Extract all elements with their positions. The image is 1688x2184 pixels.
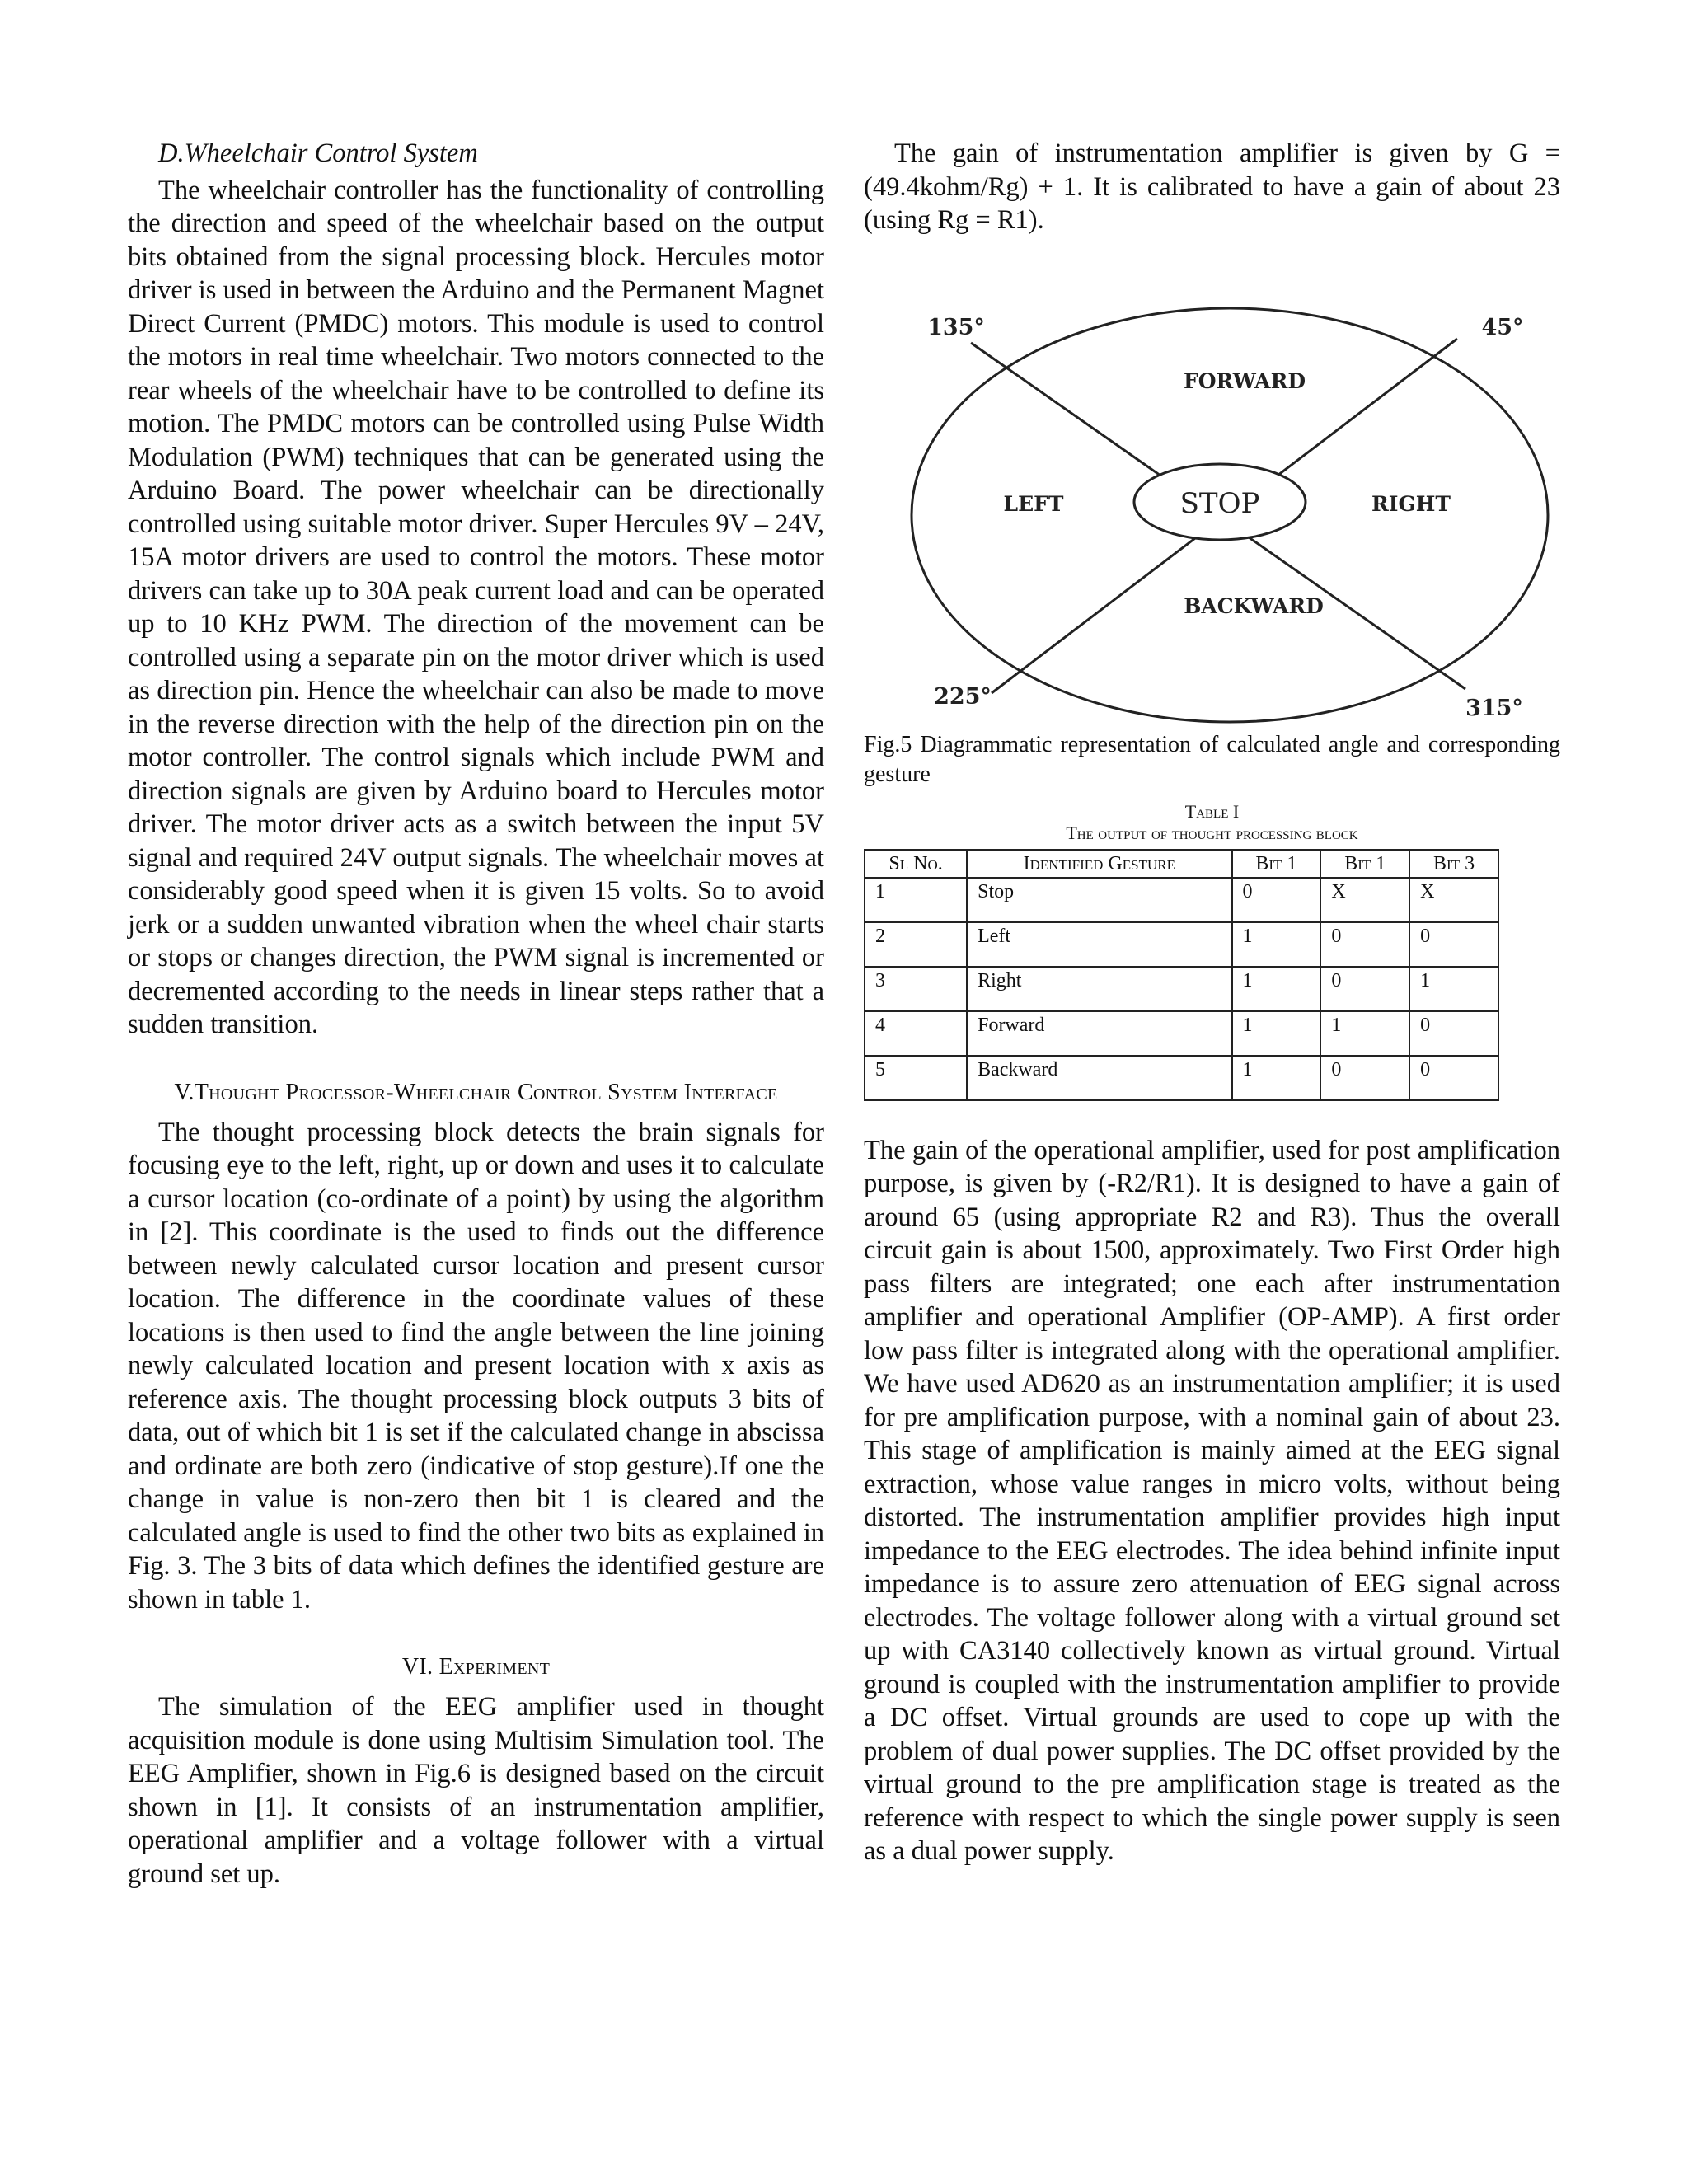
table-row [865, 1011, 1498, 1056]
table-row [865, 967, 1498, 1011]
cell-bit2: 0 [1320, 922, 1409, 967]
header-bit-3: Bit 3 [1409, 850, 1498, 878]
label-forward: FORWARD [1183, 368, 1306, 393]
table-row [865, 922, 1498, 967]
cell-bit1: 1 [1232, 922, 1321, 967]
label-angle-135: 135° [927, 314, 985, 340]
gesture-output-table [864, 849, 1499, 1101]
header-identified-gesture: Identified Gesture [967, 850, 1231, 878]
cell-bit2: 0 [1320, 967, 1409, 1011]
cell-bit3: X [1409, 878, 1498, 922]
cell-bit2: 0 [1320, 1056, 1409, 1100]
label-left: LEFT [1003, 491, 1064, 516]
paragraph-thought-processing: The thought processing block detects the brain signals for focusing eye to the left, right, up or down and uses it to calculate a cursor location (co-ordinate of a point) by using the algorithm in [2]. This coordinate is the used to finds out the difference between newly calculated cursor location and present cursor location. The difference in the coordinate values of these locations is then used to find the angle between the line joining newly calculated location and present location with x axis as reference axis. The thought processing block outputs 3 bits of data, out of which bit 1 is set if the calculated change in abscissa and ordinate are both zero (indicative of stop gesture).If one the change in value is non-zero then bit 1 is cleared and the calculated angle is used to find the other two bits as explained in Fig. 3. The 3 bits of data which defines the identified gesture are shown in table 1. [128, 1117, 824, 1615]
paragraph-wheelchair-controller: The wheelchair controller has the functionality of controlling the direction and speed of the wheelchair based on the output bits obtained from the signal processing block. Hercules motor driver is used in between the Arduino and the Permanent Magnet Direct Current (PMDC) motors. This module is used to control the motors in real time wheelchair. Two motors connected to the rear wheels of the wheelchair have to be controlled to define its motion. The PMDC motors can be controlled using Pulse Width Modulation (PWM) techniques that can be generated using the Arduino Board. The power wheelchair can be directionally controlled using suitable motor driver. Super Hercules 9V – 24V, 15A motor drivers are used to control the motors. These motor drivers can take up to 30A peak current load and can be operated up to 10 KHz PWM. The direction of the movement can be controlled using a separate pin on the motor driver which is used as direction pin. Hence the wheelchair can also be made to move in the reverse direction with the help of the direction pin on the motor controller. The control signals which include PWM and direction signals are given by Arduino board to Hercules motor driver. The motor driver acts as a switch between the input 5V signal and required 24V output signals. The wheelchair moves at considerably good speed when it is given 15 volts. So to avoid jerk or a sudden unwanted vibration when the wheel chair starts or stops or changes direction, the PWM signal is incremented or decremented according to the needs in linear steps rather that a sudden transition. [128, 175, 824, 1039]
label-angle-45: 45° [1481, 314, 1524, 340]
right-column [864, 137, 1560, 1868]
label-stop: STOP [1179, 486, 1260, 520]
cell-sl: 1 [865, 878, 967, 922]
label-backward: BACKWARD [1184, 593, 1324, 618]
cell-gesture: Forward [967, 1011, 1231, 1056]
cell-bit1: 0 [1232, 878, 1321, 922]
cell-bit1: 1 [1232, 967, 1321, 1011]
label-angle-225: 225° [934, 683, 992, 710]
cell-sl: 3 [865, 967, 967, 1011]
figure-caption: Fig.5 Diagrammatic representation of calculated angle and corresponding gesture [864, 731, 1560, 787]
cell-sl: 4 [865, 1011, 967, 1056]
table-title: The output of thought processing block [1066, 822, 1358, 843]
cell-bit3: 0 [1409, 1056, 1498, 1100]
label-right: RIGHT [1371, 491, 1451, 516]
cell-bit1: 1 [1232, 1011, 1321, 1056]
paragraph-instrumentation-gain: The gain of instrumentation amplifier is given by G = (49.4kohm/Rg) + 1. It is calibrated to have a gain of about 23 (using Rg = R1). [864, 138, 1560, 235]
cell-bit3: 0 [1409, 1011, 1498, 1056]
cell-gesture: Stop [967, 878, 1231, 922]
section-title-experiment: VI. Experiment [401, 1654, 551, 1680]
cell-gesture: Right [967, 967, 1231, 1011]
header-bit-1: Bit 1 [1232, 850, 1321, 878]
gesture-angle-diagram [889, 293, 1556, 724]
cell-sl: 5 [865, 1056, 967, 1100]
table-header-row [865, 850, 1498, 878]
gesture-diagram-svg [889, 293, 1556, 724]
cell-bit3: 1 [1409, 967, 1498, 1011]
label-angle-315: 315° [1465, 695, 1523, 721]
subsection-title-wheelchair-control: D.Wheelchair Control System [158, 138, 478, 168]
table-row [865, 1056, 1498, 1100]
header-bit-1-second: Bit 1 [1320, 850, 1409, 878]
cell-bit2: 1 [1320, 1011, 1409, 1056]
cell-bit3: 0 [1409, 922, 1498, 967]
paragraph-opamp-gain: The gain of the operational amplifier, used for post amplification purpose, is given by (-R2/R1). It is designed to have a gain of around 65 (using appropriate R2 and R3). Thus the overall circuit gain is about 1500, approximately. Two First Order high pass filters are integrated; one each after instrumentation amplifier and operational Amplifier (OP-AMP). A first order low pass filter is integrated along with the operational amplifier. We have used AD620 as an instrumentation amplifier; it is used for pre amplification purpose, with a nominal gain of about 23. This stage of amplification is mainly aimed at the EEG signal extraction, whose value ranges in micro volts, without being distorted. The instrumentation amplifier provides high input impedance to the EEG electrodes. The idea behind infinite input impedance is to assure zero attenuation of EEG signal across electrodes. The voltage follower along with a virtual ground set up with CA3140 collectively known as virtual ground. Virtual ground is coupled with the instrumentation amplifier to provide a DC offset. Virtual grounds are used to cope up with the problem of dual power supplies. The DC offset provided by the virtual ground to the pre amplification stage is treated as the reference with respect to which the single power supply is seen as a dual power supply. [864, 1135, 1560, 1866]
paragraph-experiment: The simulation of the EEG amplifier used in thought acquisition module is done using Multisim Simulation tool. The EEG Amplifier, shown in Fig.6 is designed based on the circuit shown in [1]. It consists of an instrumentation amplifier, operational amplifier and a voltage follower with a virtual ground set up. [128, 1692, 824, 1889]
section-title-interface: V.Thought Processor-Wheelchair Control System Interface [174, 1079, 778, 1105]
left-column [128, 137, 824, 1891]
table-row [865, 878, 1498, 922]
cell-sl: 2 [865, 922, 967, 967]
cell-gesture: Backward [967, 1056, 1231, 1100]
cell-bit1: 1 [1232, 1056, 1321, 1100]
cell-bit2: X [1320, 878, 1409, 922]
table-label: Table I [1184, 800, 1240, 822]
header-sl-no: Sl No. [865, 850, 967, 878]
cell-gesture: Left [967, 922, 1231, 967]
